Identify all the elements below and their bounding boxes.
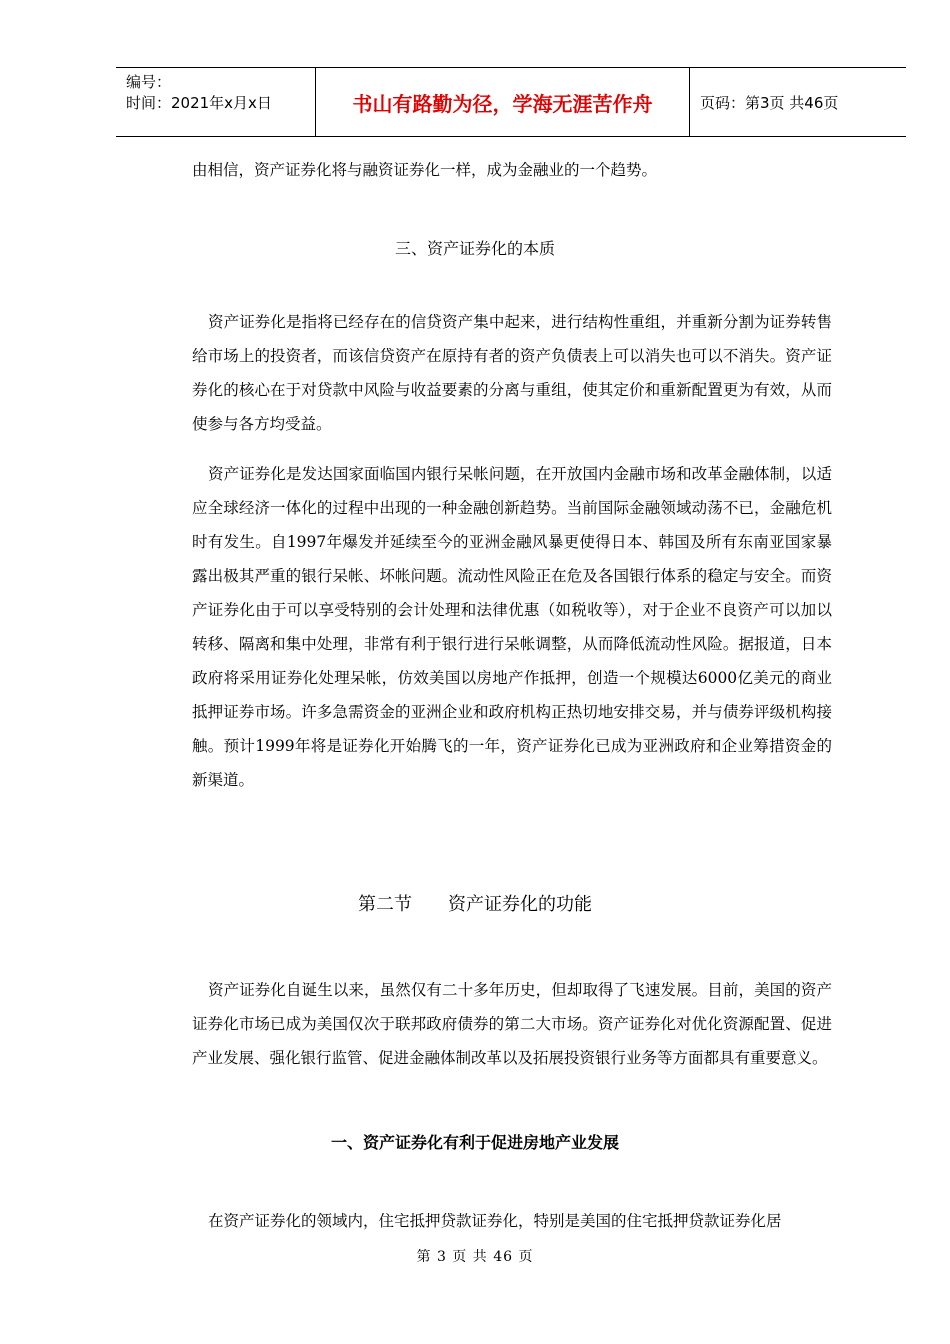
document-header [116, 67, 906, 137]
header-page-label: 页码：第3页 共46页 [700, 93, 839, 112]
header-meta [116, 68, 316, 136]
paragraph-essence-1: 资产证券化是指将已经存在的信贷资产集中起来，进行结构性重组，并重新分割为证券转售给市场上的投资者，而该信贷资产在原持有者的资产负债表上可以消失也可以不消失。资产证券化的核心在于对贷款中风险与收益要素的分离与重组，使其定价和重新配置更为有效，从而使参与各方均受益。 [192, 313, 832, 433]
page-footer: 第 3 页 共 46 页 [416, 1249, 534, 1265]
paragraph-essence-2: 资产证券化是发达国家面临国内银行呆帐问题，在开放国内金融市场和改革金融体制，以适应全球经济一体化的过程中出现的一种金融创新趋势。当前国际金融领域动荡不已，金融危机时有发生。自1997年爆发并延续至今的亚洲金融风暴更使得日本、韩国及所有东南亚国家暴露出极其严重的银行呆帐、坏帐问题。流动性风险正在危及各国银行体系的稳定与安全。而资产证券化由于可以享受特别的会计处理和法律优惠（如税收等），对于企业不良资产可以加以转移、隔离和集中处理，非常有利于银行进行呆帐调整，从而降低流动性风险。据报道，日本政府将采用证券化处理呆帐，仿效美国以房地产作抵押，创造一个规模达6000亿美元的商业抵押证券市场。许多急需资金的亚洲企业和政府机构正热切地安排交易，并与债券评级机构接触。预计1999年将是证券化开始腾飞的一年，资产证券化已成为亚洲政府和企业筹措资金的新渠道。 [192, 465, 832, 789]
subsection-heading-1: 一、资产证券化有利于促进房地产业发展 [330, 1133, 619, 1152]
paragraph-real-estate: 在资产证券化的领域内，住宅抵押贷款证券化，特别是美国的住宅抵押贷款证券化居 [208, 1212, 782, 1230]
section-heading-3: 三、资产证券化的本质 [394, 239, 555, 258]
chapter-section-heading: 第二节 资产证券化的功能 [358, 894, 592, 915]
paragraph-intro: 由相信，资产证券化将与融资证券化一样，成为金融业的一个趋势。 [192, 161, 658, 179]
time-label: 时间：2021年x月x日 [126, 94, 272, 112]
header-motto: 书山有路勤为径，学海无涯苦作舟 [316, 68, 690, 136]
serial-label: 编号： [126, 73, 172, 91]
paragraph-function: 资产证券化自诞生以来，虽然仅有二十多年历史，但却取得了飞速发展。目前，美国的资产证券化市场已成为美国仅次于联邦政府债券的第二大市场。资产证券化对优化资源配置、促进产业发展、强化银行监管、促进金融体制改革以及拓展投资银行业务等方面都具有重要意义。 [192, 981, 832, 1067]
